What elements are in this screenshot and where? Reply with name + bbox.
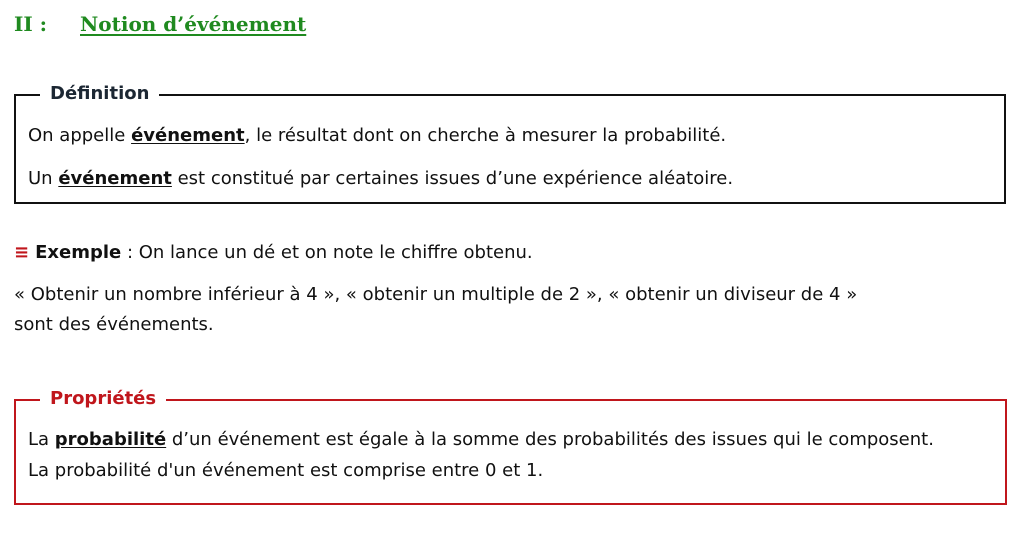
definition-keyword-2: événement [58, 168, 172, 189]
properties-line-1-before: La [28, 429, 55, 450]
section-number: II : [14, 12, 48, 36]
properties-line-2: La probabilité d'un événement est comprise entre 0 et 1. [28, 460, 544, 481]
definition-line-1 [28, 125, 726, 147]
properties-line-1 [28, 429, 934, 451]
definition-line-1-after: , le résultat dont on cherche à mesurer la probabilité. [244, 125, 727, 146]
properties-legend: Propriétés [40, 388, 166, 410]
section-heading [14, 12, 306, 36]
example-label: Exemple [35, 242, 122, 263]
example-intro [14, 242, 533, 264]
definition-keyword-1: événement [131, 125, 245, 146]
list-icon: ≡ [14, 242, 30, 263]
properties-box [14, 388, 1007, 505]
definition-line-2 [28, 168, 733, 190]
properties-keyword: probabilité [54, 429, 167, 450]
example-intro-text: : On lance un dé et on note le chiffre obtenu. [121, 242, 533, 263]
definition-line-2-after: est constitué par certaines issues d’une expérience aléatoire. [171, 168, 734, 189]
properties-line-1-after: d’un événement est égale à la somme des probabilités des issues qui le composent. [166, 429, 934, 450]
definition-line-1-before: On appelle [28, 125, 132, 146]
definition-box [14, 83, 1006, 204]
example-line-2: sont des événements. [14, 314, 214, 335]
example-line-1: « Obtenir un nombre inférieur à 4 », « obtenir un multiple de 2 », « obtenir un diviseur de 4 » [14, 284, 858, 305]
definition-legend: Définition [40, 83, 159, 105]
definition-line-2-before: Un [28, 168, 59, 189]
section-title: Notion d’événement [80, 12, 307, 36]
